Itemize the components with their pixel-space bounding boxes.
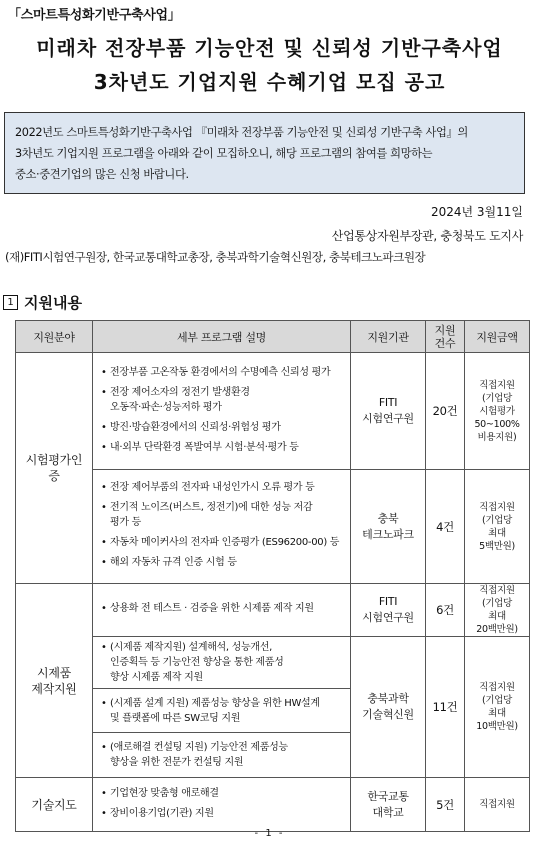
header-amount: 지원금액 <box>465 321 530 353</box>
table-row <box>16 470 530 584</box>
section-number-box: 1 <box>3 295 18 310</box>
issuer-line-1: 산업통상자원부장관, 충청북도 도지사 <box>331 229 523 243</box>
agency-cell: 충북과학 기술혁신원 <box>351 637 426 778</box>
header-program: 세부 프로그램 설명 <box>93 321 351 353</box>
header-count: 지원 건수 <box>426 321 465 353</box>
notice-box <box>4 112 525 194</box>
support-table <box>15 320 530 832</box>
section-heading <box>3 292 82 313</box>
notice-line-2: 3차년도 기업지원 프로그램을 아래와 같이 모집하오니, 해당 프로그램의 참여를 희망하는 <box>15 147 433 160</box>
count-cell: 11건 <box>426 637 465 778</box>
program-list: • 상용화 전 테스트 · 검증을 위한 시제품 제작 지원 <box>93 584 351 637</box>
category-prototype: 시제품 제작지원 <box>16 584 93 778</box>
count-cell: 5건 <box>426 778 465 832</box>
agency-cell: FITI 시험연구원 <box>351 584 426 637</box>
amount-cell: 직접지원 (기업당 최대 10백만원) <box>465 637 530 778</box>
amount-cell: 직접지원 (기업당 최대 5백만원) <box>465 470 530 584</box>
table-row <box>16 637 530 689</box>
category-tech-guidance: 기술지도 <box>16 778 93 832</box>
header-field: 지원분야 <box>16 321 93 353</box>
program-item: • (애로해결 컨설팅 지원) 기능안전 제품성능 향상을 위한 전문가 컨설팅 지원 <box>93 733 351 778</box>
count-cell: 20건 <box>426 353 465 470</box>
agency-cell: FITI 시험연구원 <box>351 353 426 470</box>
notice-date: 2024년 3월11일 <box>430 205 523 219</box>
table-row <box>16 778 530 832</box>
header-agency: 지원기관 <box>351 321 426 353</box>
program-list: • 전장부품 고온작동 환경에서의 수명예측 신뢰성 평가 • 전장 제어소자의 정전기 발생환경 오동작·파손·성능저하 평가 • 방진·방습환경에서의 신뢰성·위험성 평가 • 내·외부 단락환경 폭발여부 시험·분석·평가 등 <box>93 353 351 470</box>
program-list: • 전장 제어부품의 전자파 내성인가시 오류 평가 등 • 전기적 노이즈(버스트, 정전기)에 대한 성능 저감 평가 등 • 자동차 메이커사의 전자파 인증평가 (ES96200-00) 등 • 해외 자동차 규격 인증 시험 등 <box>93 470 351 584</box>
amount-cell: 직접지원 (기업당 최대 20백만원) <box>465 584 530 637</box>
program-item: • (시제품 제작지원) 설계해석, 성능개선, 인증획득 등 기능안전 향상을 통한 제품성 향상 시제품 제작 지원 <box>93 637 351 689</box>
title-line-1: 미래차 전장부품 기능안전 및 신뢰성 기반구축사업 <box>36 36 503 60</box>
count-cell: 4건 <box>426 470 465 584</box>
agency-cell: 한국교통 대학교 <box>351 778 426 832</box>
count-cell: 6건 <box>426 584 465 637</box>
title-line-2: 3차년도 기업지원 수혜기업 모집 공고 <box>93 70 446 94</box>
table-row <box>16 584 530 637</box>
section-title: 지원내용 <box>24 294 82 312</box>
amount-cell: 직접지원 (기업당 시험평가 50~100% 비용지원) <box>465 353 530 470</box>
program-tag: 「스마트특성화기반구축사업」 <box>8 8 181 23</box>
program-item: • (시제품 설계 지원) 제품성능 향상을 위한 HW설계 및 플랫폼에 따른 SW코딩 지원 <box>93 689 351 733</box>
notice-line-1: 2022년도 스마트특성화기반구축사업 『미래차 전장부품 기능안전 및 신뢰성 기반구축 사업』의 <box>15 126 468 139</box>
issuer-line-2: (재)FITI시험연구원장, 한국교통대학교총장, 충북과학기술혁신원장, 충북테크노파크원장 <box>5 250 426 264</box>
category-test-evaluation: 시험평가인 증 <box>16 353 93 584</box>
program-list: • 기업현장 맞춤형 애로해결 • 장비이용기업(기관) 지원 <box>93 778 351 832</box>
amount-cell: 직접지원 <box>465 778 530 832</box>
table-row <box>16 353 530 470</box>
notice-line-3: 중소·중견기업의 많은 신청 바랍니다. <box>15 168 189 181</box>
table-header-row <box>16 321 530 353</box>
agency-cell: 충북 테크노파크 <box>351 470 426 584</box>
page-number: - 1 - <box>254 828 285 839</box>
